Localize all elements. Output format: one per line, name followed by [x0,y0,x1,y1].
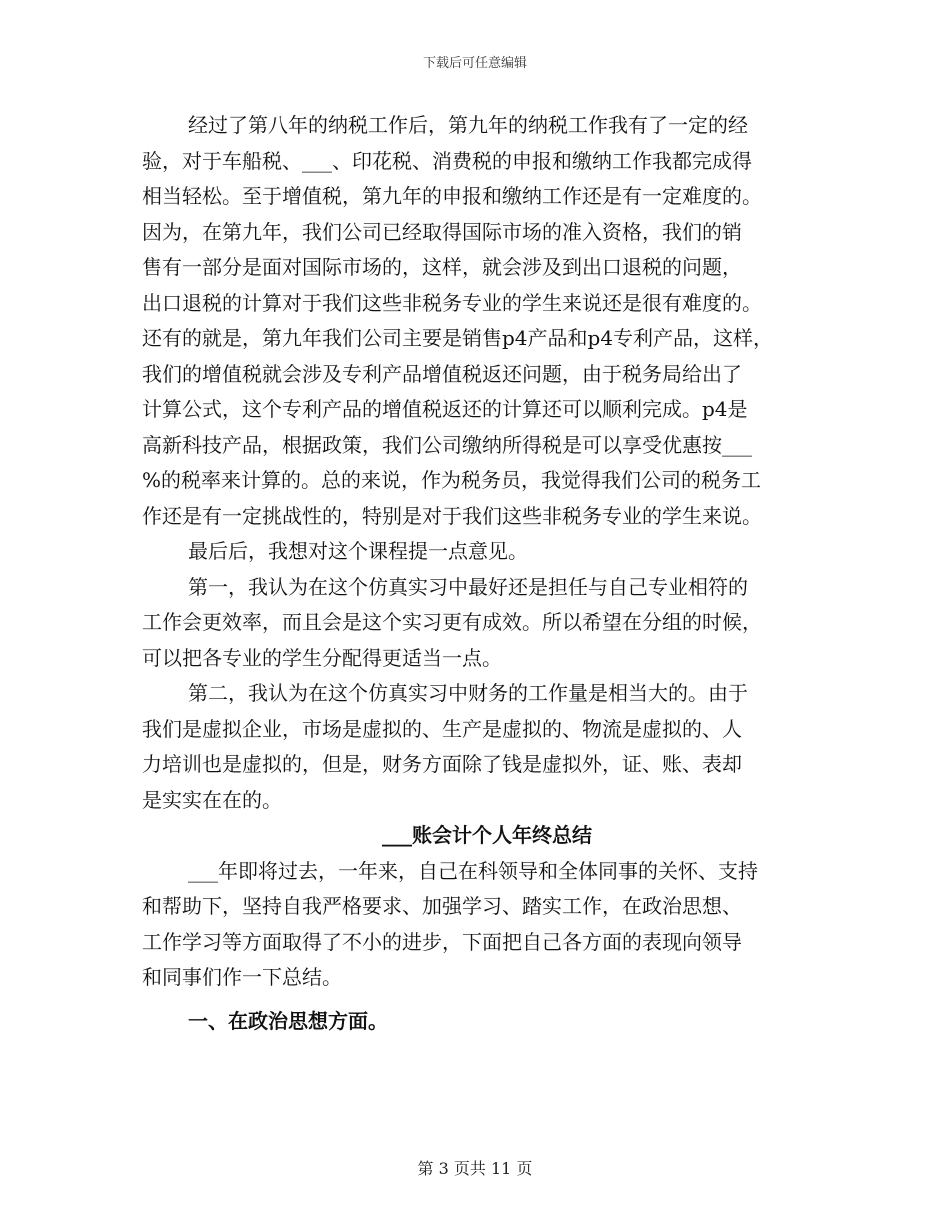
page-number: 第 3 页共 11 页 [417,1159,533,1178]
paragraph-line: %的税率来计算的。总的来说，作为税务员，我觉得我们公司的税务工 [142,468,762,492]
paragraph-line: 工作会更效率，而且会是这个实习更有成效。所以希望在分组的时候， [142,610,762,634]
paragraph-line: 最后后，我想对这个课程提一点意见。 [188,539,528,563]
paragraph-line: 出口退税的计算对于我们这些非税务专业的学生来说还是很有难度的。 [142,290,762,315]
paragraph-line: 高新科技产品，根据政策，我们公司缴纳所得税是可以享受优惠按___ [142,432,752,457]
paragraph-line: 验，对于车船税、___、印花税、消费税的申报和缴纳工作我都完成得 [142,148,752,173]
document-body [142,108,812,1039]
paragraph-line: 可以把各专业的学生分配得更适当一点。 [142,645,502,670]
paragraph-line: 因为，在第九年，我们公司已经取得国际市场的准入资格，我们的销 [142,219,742,244]
page-header: 下载后可任意编辑 [422,56,527,71]
paragraph-line: ___年即将过去，一年来，自己在科领导和全体同事的关怀、支持 [188,858,758,883]
paragraph-line: 售有一部分是面对国际市场的，这样，就会涉及到出口退税的问题， [142,255,742,279]
paragraph-line: 我们是虚拟企业，市场是虚拟的、生产是虚拟的、物流是虚拟的、人 [142,716,742,741]
paragraph-line: 力培训也是虚拟的，但是，财务方面除了钱是虚拟外，证、账、表却 [142,752,742,776]
paragraph-line: 第一，我认为在这个仿真实习中最好还是担任与自己专业相符的 [188,574,748,599]
section-heading: 一、在政治思想方面。 [188,1008,388,1033]
paragraph-line: 还有的就是，第九年我们公司主要是销售p4产品和p4专利产品，这样， [142,326,774,350]
paragraph-line: 和同事们作一下总结。 [142,965,342,989]
paragraph-line: 计算公式，这个专利产品的增值税返还的计算还可以顺利完成。p4是 [142,397,748,421]
paragraph-line: 第二，我认为在这个仿真实习中财务的工作量是相当大的。由于 [188,681,748,705]
paragraph-line: 作还是有一定挑战性的，特别是对于我们这些非税务专业的学生来说。 [142,503,762,528]
paragraph-line: 是实实在在的。 [142,787,282,812]
paragraph-line: 和帮助下，坚持自我严格要求、加强学习、踏实工作，在政治思想、 [142,894,742,918]
paragraph-line: 相当轻松。至于增值税，第九年的申报和缴纳工作还是有一定难度的。 [142,184,762,208]
paragraph-line: 我们的增值税就会涉及专利产品增值税返还问题，由于税务局给出了 [142,361,742,386]
paragraph-line: 经过了第八年的纳税工作后，第九年的纳税工作我有了一定的经 [188,113,748,137]
paragraph-line: 工作学习等方面取得了不小的进步，下面把自己各方面的表现向领导 [142,929,742,954]
section-title: ___账会计个人年终总结 [382,823,592,847]
